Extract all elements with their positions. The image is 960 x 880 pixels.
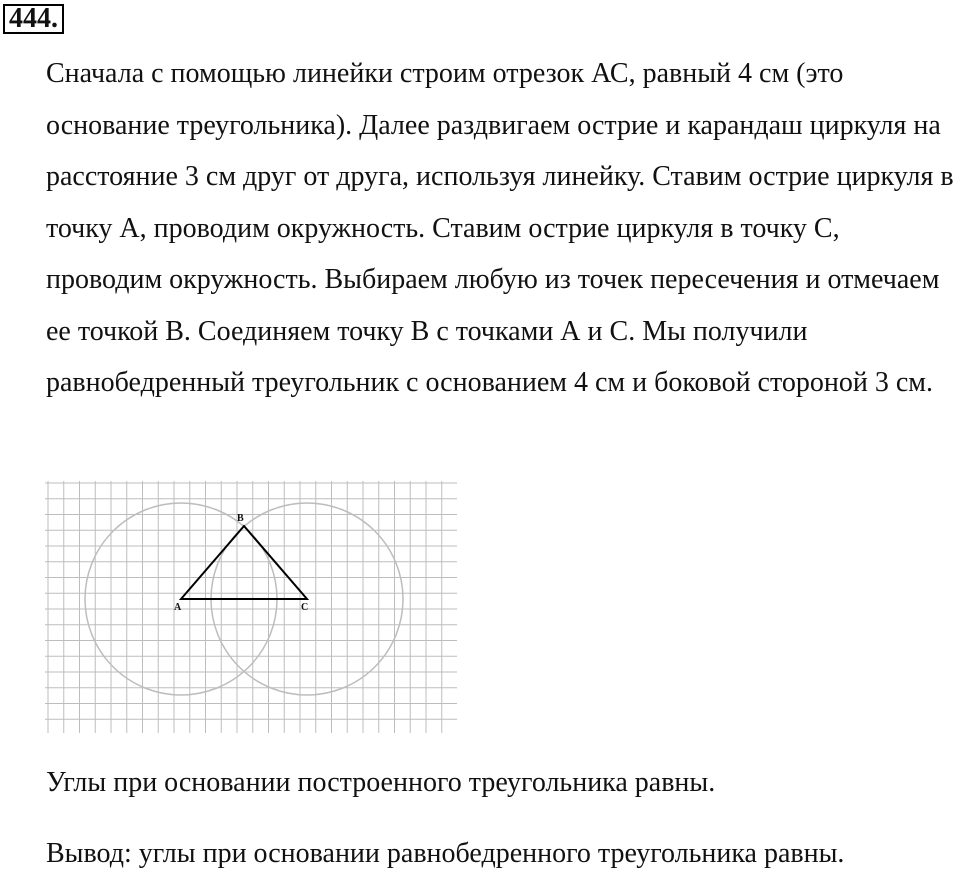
label-a: A — [174, 602, 182, 613]
solution-paragraph: Сначала с помощью линейки строим отрезок АС, равный 4 см (это основание треугольника). Далее раздвигаем острие и карандаш циркуля на расстояние 3 см друг от друга, используя линейку. Ставим острие циркуля в точку А, проводим окружность. Ставим острие циркуля в точку С, проводим окружность. Выбираем любую из точек пересечения и отмечаем ее точкой В. Соединяем точку В с точками А и С. Мы получили равнобедренный треугольник с основанием 4 см и боковой стороной 3 см. — [46, 58, 954, 398]
isosceles-triangle — [181, 526, 307, 599]
grid-paper — [45, 481, 457, 733]
problem-number: 444. — [3, 4, 64, 34]
conclusion-paragraph: Вывод: углы при основании равнобедренного треугольника равны. — [46, 838, 845, 869]
observation-paragraph: Углы при основании построенного треугольника равны. — [46, 767, 716, 798]
construction-drawing — [45, 481, 457, 733]
label-c: C — [301, 602, 309, 613]
label-b: B — [237, 513, 244, 524]
